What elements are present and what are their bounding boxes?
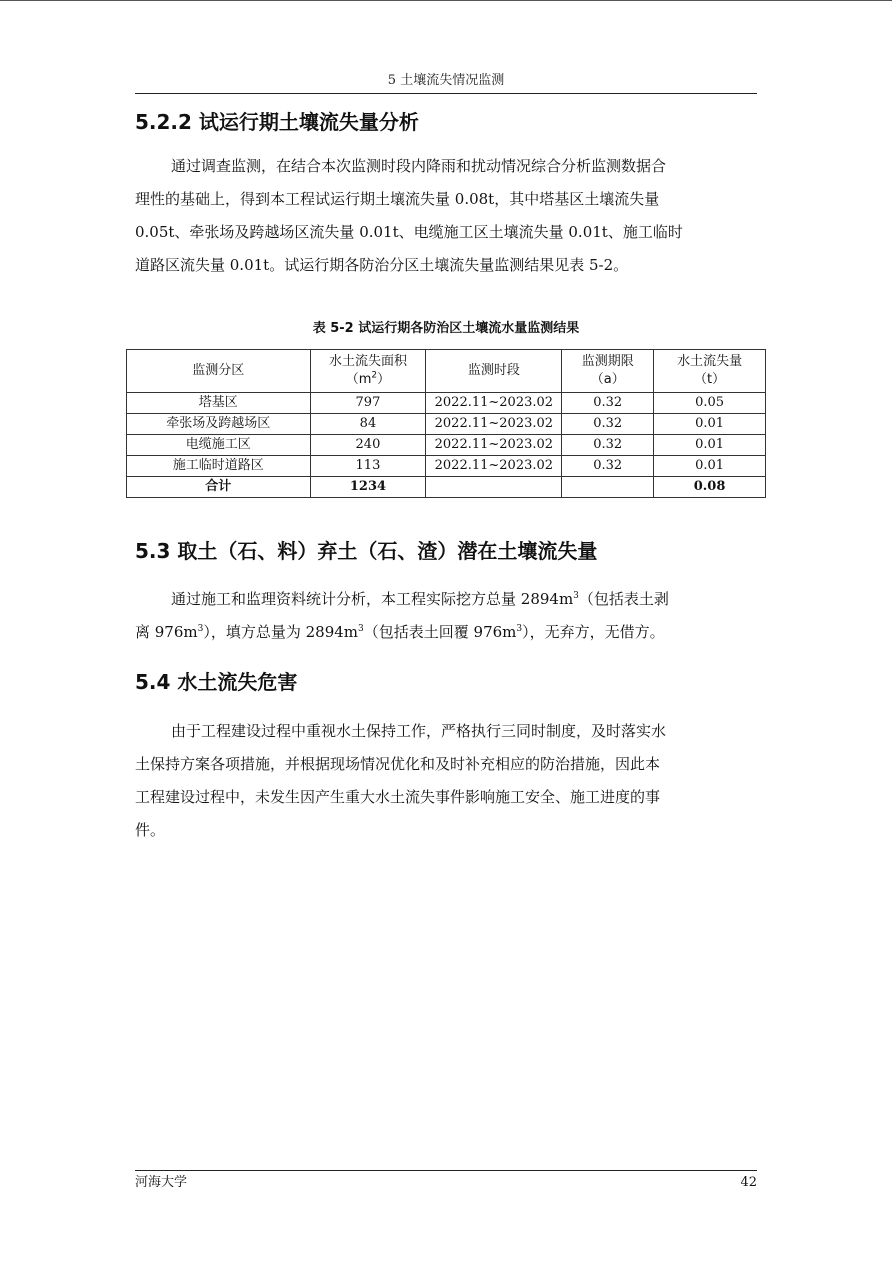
cell-period: 2022.11~2023.02 bbox=[426, 435, 562, 456]
section-522-heading: 5.2.2 试运行期土壤流失量分析 bbox=[135, 110, 419, 134]
section-54-paragraph bbox=[135, 715, 757, 847]
section-53-heading: 5.3 取土（石、料）弃土（石、渣）潜在土壤流失量 bbox=[135, 539, 598, 563]
cell-area: 84 bbox=[310, 414, 426, 435]
table-caption: 表 5-2 试运行期各防治区土壤流水量监测结果 bbox=[312, 321, 580, 336]
section-54-heading: 5.4 水土流失危害 bbox=[135, 670, 298, 694]
cell-period: 2022.11~2023.02 bbox=[426, 456, 562, 477]
text-run: （包括表土回覆 976m bbox=[363, 623, 517, 641]
footer-rule bbox=[135, 1170, 757, 1171]
running-header: 5 土壤流失情况监测 bbox=[387, 73, 505, 88]
cell-years: 0.32 bbox=[562, 435, 654, 456]
cell-area: 113 bbox=[310, 456, 426, 477]
paragraph-line: 件。 bbox=[135, 821, 166, 839]
cell-loss: 0.05 bbox=[654, 393, 766, 414]
paragraph-line: 由于工程建设过程中重视水土保持工作，严格执行三同时制度，及时落实水 bbox=[171, 722, 667, 740]
section-53-paragraph bbox=[135, 583, 757, 649]
header-years-unit: （a） bbox=[590, 372, 625, 387]
header-loss-label: 水土流失量 bbox=[677, 354, 743, 369]
cell-area: 240 bbox=[310, 435, 426, 456]
header-period: 监测时段 bbox=[426, 350, 562, 393]
cell-zone: 塔基区 bbox=[127, 393, 311, 414]
cell-period: 2022.11~2023.02 bbox=[426, 414, 562, 435]
cell-period: 2022.11~2023.02 bbox=[426, 393, 562, 414]
table-header-row bbox=[127, 350, 766, 393]
header-area bbox=[310, 350, 426, 393]
superscript: 3 bbox=[358, 624, 364, 634]
text-run: ），无弃方，无借方。 bbox=[522, 623, 665, 641]
cell-total-label: 合计 bbox=[127, 477, 311, 498]
table-row bbox=[127, 414, 766, 435]
header-area-unit-sup: 2 bbox=[371, 370, 378, 381]
paragraph-line: 道路区流失量 0.01t。试运行期各防治分区土壤流失量监测结果见表 5-2。 bbox=[135, 256, 629, 274]
text-run: 离 976m bbox=[135, 623, 198, 641]
cell-loss: 0.01 bbox=[654, 414, 766, 435]
soil-loss-table bbox=[126, 349, 766, 498]
superscript: 3 bbox=[516, 624, 523, 634]
table-row bbox=[127, 393, 766, 414]
cell-loss: 0.01 bbox=[654, 456, 766, 477]
paragraph-line: 0.05t、牵张场及跨越场区流失量 0.01t、电缆施工区土壤流失量 0.01t、施工临时 bbox=[135, 223, 683, 241]
cell-total-area: 1234 bbox=[310, 477, 426, 498]
header-area-unit-close: ） bbox=[377, 372, 391, 387]
header-rule bbox=[135, 93, 757, 94]
cell-zone: 施工临时道路区 bbox=[127, 456, 311, 477]
header-loss bbox=[654, 350, 766, 393]
superscript: 3 bbox=[197, 624, 204, 634]
cell-zone: 牵张场及跨越场区 bbox=[127, 414, 311, 435]
paragraph-line bbox=[135, 583, 757, 616]
paragraph-line: 通过调查监测，在结合本次监测时段内降雨和扰动情况综合分析监测数据合 bbox=[171, 157, 667, 175]
header-area-unit-open: （m bbox=[345, 372, 372, 387]
text-run: ），填方总量为 2894m bbox=[203, 623, 359, 641]
table-row bbox=[127, 435, 766, 456]
header-zone: 监测分区 bbox=[127, 350, 311, 393]
page-top-border bbox=[0, 0, 892, 1]
cell-years: 0.32 bbox=[562, 414, 654, 435]
table-total-row bbox=[127, 477, 766, 498]
footer-organization: 河海大学 bbox=[135, 1175, 188, 1190]
paragraph-line: 工程建设过程中，未发生因产生重大水土流失事件影响施工安全、施工进度的事 bbox=[135, 788, 661, 806]
cell-total-period bbox=[426, 477, 562, 498]
cell-loss: 0.01 bbox=[654, 435, 766, 456]
header-years-label: 监测期限 bbox=[581, 354, 634, 369]
paragraph-line bbox=[135, 616, 757, 649]
table-row bbox=[127, 456, 766, 477]
cell-area: 797 bbox=[310, 393, 426, 414]
cell-years: 0.32 bbox=[562, 393, 654, 414]
cell-years: 0.32 bbox=[562, 456, 654, 477]
header-loss-unit: （t） bbox=[694, 372, 726, 387]
cell-total-loss: 0.08 bbox=[654, 477, 766, 498]
cell-zone: 电缆施工区 bbox=[127, 435, 311, 456]
superscript: 3 bbox=[573, 591, 579, 601]
text-run: 通过施工和监理资料统计分析，本工程实际挖方总量 2894m bbox=[171, 590, 574, 608]
cell-total-years bbox=[562, 477, 654, 498]
text-run: （包括表土剥 bbox=[578, 590, 669, 608]
paragraph-line: 土保持方案各项措施，并根据现场情况优化和及时补充相应的防治措施，因此本 bbox=[135, 755, 661, 773]
section-522-paragraph bbox=[135, 150, 757, 282]
page-number: 42 bbox=[740, 1175, 757, 1190]
paragraph-line: 理性的基础上，得到本工程试运行期土壤流失量 0.08t，其中塔基区土壤流失量 bbox=[135, 190, 660, 208]
header-area-label: 水土流失面积 bbox=[328, 354, 407, 369]
header-years bbox=[562, 350, 654, 393]
